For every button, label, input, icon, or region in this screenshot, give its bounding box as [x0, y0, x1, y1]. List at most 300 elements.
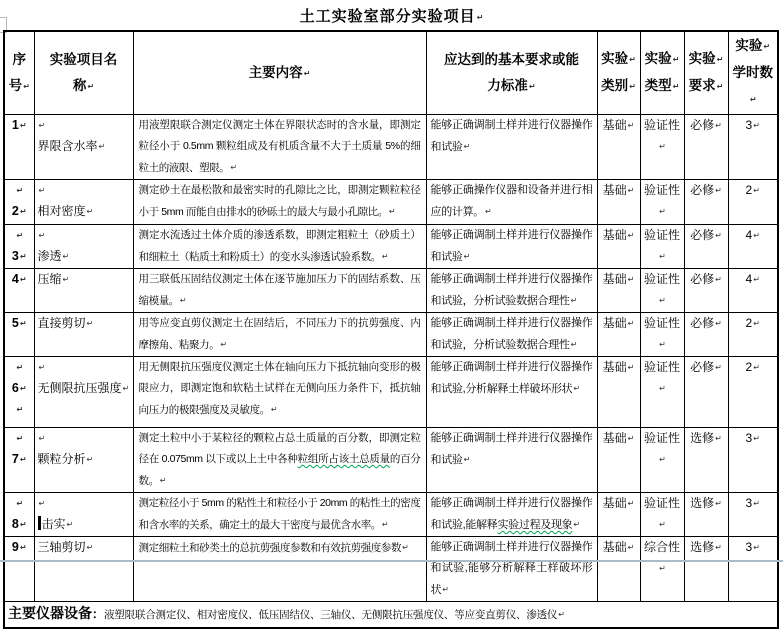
table-row [4, 357, 778, 428]
header-cell-name[interactable] [34, 31, 133, 115]
cell-type[interactable] [640, 537, 684, 602]
text-line [428, 73, 596, 100]
paragraph-mark-icon: ↵ [715, 543, 722, 552]
text-span: 基础 [602, 183, 627, 197]
paragraph-mark-icon: ↵ [19, 455, 27, 464]
cell-category[interactable] [597, 493, 640, 537]
text-span: 9 [11, 540, 19, 554]
text-line [6, 246, 33, 267]
paragraph-mark-icon: ↵ [19, 121, 27, 130]
text-span: 4 [11, 272, 19, 286]
text-span: 主要内容 [248, 64, 303, 80]
text-line [686, 46, 727, 73]
header-cell-requirement[interactable] [426, 31, 597, 115]
paragraph-mark-icon: ↵ [715, 434, 722, 443]
paragraph-mark-icon: ↵ [62, 275, 70, 284]
paragraph-mark-icon: ↵ [38, 434, 46, 443]
text-span: 能够正确调制土样并进行仪器操作和试验 [430, 119, 593, 153]
text-span: 验证性 [643, 118, 680, 132]
text-line [730, 60, 777, 113]
text-line [36, 73, 132, 100]
text-span: 压缩 [37, 272, 62, 286]
text-line [599, 73, 639, 100]
text-span: 验证性 [643, 496, 680, 510]
table-row [4, 493, 778, 537]
paragraph-mark-icon: ↵ [659, 142, 666, 151]
text-line [38, 493, 130, 514]
cell-required[interactable] [684, 269, 728, 313]
text-span: 基础 [602, 316, 627, 330]
text-span: 用三联低压固结仪测定土体在逐节施加压力下的固结系数、压缩模量。 [138, 273, 421, 307]
text-span: 必修 [690, 118, 715, 132]
text-span: 序 [12, 51, 26, 67]
text-line [38, 537, 130, 558]
text-span: 击实 [41, 517, 66, 531]
paragraph-mark-icon: ↵ [38, 186, 46, 195]
cell-type[interactable] [640, 115, 684, 180]
paragraph-mark-icon: ↵ [629, 55, 636, 64]
paragraph-mark-icon: ↵ [86, 543, 94, 552]
text-span: 测定水流透过土体介质的渗透系数，即测定粗粒土（砂质土）和细粒土（粘质土和粉质土）的变水头渗透试验系数。 [138, 229, 421, 263]
text-line [6, 378, 33, 399]
cell-name[interactable] [34, 180, 133, 225]
cell-hours[interactable] [728, 537, 778, 602]
cell-category[interactable] [597, 313, 640, 357]
paragraph-mark-icon: ↵ [16, 499, 24, 508]
experiment-table [3, 30, 779, 629]
text-span: 应达到的基本要求或能 [444, 51, 579, 67]
paragraph-mark-icon: ↵ [442, 585, 449, 594]
paragraph-mark-icon: ↵ [715, 275, 722, 284]
text-span: 必修 [690, 228, 715, 242]
paragraph-mark-icon: ↵ [38, 363, 46, 372]
text-line [6, 269, 33, 290]
text-span: 8 [11, 517, 19, 531]
cell-type[interactable] [640, 428, 684, 493]
text-span: 能够正确调制土样并进行仪器操作和试验,能解释 [430, 497, 593, 531]
text-span: 能够正确操作仪器和设备并进行相应的计算。 [430, 184, 593, 218]
paragraph-mark-icon: ↵ [753, 434, 760, 443]
paragraph-mark-icon: ↵ [87, 81, 95, 91]
text-span: 2 [745, 183, 753, 197]
paragraph-mark-icon: ↵ [230, 163, 238, 172]
cell-hours[interactable] [728, 180, 778, 225]
cell-required[interactable] [684, 537, 728, 602]
text-span: 类型 [644, 78, 672, 93]
cell-requirement[interactable] [426, 493, 597, 537]
cell-category[interactable] [597, 180, 640, 225]
paragraph-mark-icon: ↵ [558, 610, 565, 619]
cell-requirement[interactable] [426, 313, 597, 357]
text-line [428, 47, 596, 73]
text-span: 验证性 [643, 360, 680, 374]
cell-required[interactable] [684, 357, 728, 428]
cell-content[interactable] [133, 115, 426, 180]
text-line [38, 115, 130, 136]
paragraph-mark-icon: ↵ [19, 319, 27, 328]
paragraph-mark-icon: ↵ [659, 207, 666, 216]
text-line [6, 313, 33, 334]
text-span: 验证性 [643, 183, 680, 197]
text-line [6, 428, 33, 449]
text-line [642, 73, 683, 100]
table-row [4, 313, 778, 357]
text-line [6, 357, 33, 378]
paragraph-mark-icon: ↵ [388, 207, 396, 216]
text-span: 验证性 [643, 431, 680, 445]
cell-category[interactable] [597, 537, 640, 602]
cell-category[interactable] [597, 225, 640, 269]
text-span: 能够正确调制土样并进行仪器操作和试验,能够分析解释土样破坏形状 [430, 541, 593, 596]
cell-requirement[interactable] [426, 537, 597, 602]
paragraph-mark-icon: ↵ [16, 186, 24, 195]
cell-num[interactable] [4, 357, 34, 428]
paragraph-mark-icon: ↵ [38, 231, 46, 240]
text-span: 用无侧限抗压强度仪测定土体在轴向压力下抵抗轴向变形的极限应力，即测定饱和软粘土试样在无侧向压力条件下，抵抗轴向压力的极限强度及灵敏度。 [138, 361, 421, 416]
cell-required[interactable] [684, 313, 728, 357]
cell-content[interactable] [133, 225, 426, 269]
cell-hours[interactable] [728, 493, 778, 537]
paragraph-mark-icon: ↵ [627, 363, 635, 372]
paragraph-mark-icon: ↵ [627, 434, 635, 443]
paragraph-mark-icon: ↵ [627, 121, 635, 130]
paragraph-mark-icon: ↵ [220, 340, 228, 349]
paragraph-mark-icon: ↵ [86, 319, 94, 328]
cell-name[interactable] [34, 428, 133, 493]
cell-type[interactable] [640, 180, 684, 225]
paragraph-mark-icon: ↵ [659, 340, 666, 349]
paragraph-mark-icon: ↵ [159, 476, 167, 485]
header-cell-num[interactable] [4, 31, 34, 115]
cell-name[interactable] [34, 115, 133, 180]
cell-num[interactable] [4, 180, 34, 225]
table-row [4, 115, 778, 180]
paragraph-mark-icon: ↵ [715, 121, 722, 130]
text-span: 3 [745, 431, 753, 445]
paragraph-mark-icon: ↵ [763, 42, 771, 51]
text-span: 4 [745, 272, 753, 286]
paragraph-mark-icon: ↵ [716, 82, 724, 91]
paragraph-mark-icon: ↵ [485, 207, 492, 216]
cell-content[interactable] [133, 269, 426, 313]
cell-category[interactable] [597, 115, 640, 180]
cell-requirement[interactable] [426, 180, 597, 225]
paragraph-mark-icon: ↵ [659, 520, 666, 529]
paragraph-mark-icon: ↵ [16, 363, 24, 372]
text-line [6, 73, 33, 100]
equipment-label: 主要仪器设备 [8, 605, 92, 621]
cell-requirement[interactable] [426, 225, 597, 269]
cell-num[interactable] [4, 225, 34, 269]
paragraph-mark-icon: ↵ [627, 231, 635, 240]
cell-name[interactable] [34, 493, 133, 537]
text-cursor [38, 516, 41, 530]
page-bottom-rule [0, 560, 783, 562]
cell-required[interactable] [684, 493, 728, 537]
cell-type[interactable] [640, 357, 684, 428]
paragraph-mark-icon: ↵ [86, 455, 94, 464]
paragraph-mark-icon: ↵ [753, 275, 760, 284]
header-cell-content[interactable] [133, 31, 426, 115]
cell-category[interactable] [597, 357, 640, 428]
cell-type[interactable] [640, 269, 684, 313]
text-span: 选修 [690, 496, 715, 510]
cell-requirement[interactable] [426, 269, 597, 313]
text-line [6, 201, 33, 222]
paragraph-mark-icon: ↵ [98, 142, 106, 151]
text-line [38, 180, 130, 201]
paragraph-mark-icon: ↵ [659, 252, 666, 261]
paragraph-mark-icon: ↵ [659, 455, 666, 464]
cell-type[interactable] [640, 225, 684, 269]
text-span: 渗透 [37, 249, 62, 263]
cell-required[interactable] [684, 428, 728, 493]
text-span: 基础 [602, 540, 627, 554]
text-line [6, 47, 33, 73]
paragraph-mark-icon: ↵ [16, 231, 24, 240]
text-line [642, 46, 683, 73]
cell-num[interactable] [4, 115, 34, 180]
paragraph-mark-icon: ↵ [62, 252, 70, 261]
text-line [6, 493, 33, 514]
text-line [38, 449, 130, 470]
cell-hours[interactable] [728, 269, 778, 313]
header-cell-required[interactable] [684, 31, 728, 115]
cell-num[interactable] [4, 428, 34, 493]
cell-num[interactable] [4, 493, 34, 537]
table-header-row [4, 31, 778, 115]
cell-requirement[interactable] [426, 357, 597, 428]
text-span: 3 [745, 496, 753, 510]
paragraph-mark-icon: ↵ [715, 363, 722, 372]
text-line [6, 514, 33, 535]
paragraph-mark-icon: ↵ [19, 384, 27, 393]
paragraph-mark-icon: ↵ [753, 543, 760, 552]
text-span: 基础 [602, 431, 627, 445]
paragraph-mark-icon: ↵ [16, 405, 24, 414]
paragraph-mark-icon: ↵ [627, 186, 635, 195]
paragraph-mark-icon: ↵ [672, 82, 680, 91]
header-cell-hours[interactable] [728, 31, 778, 115]
text-line [6, 225, 33, 246]
paragraph-mark-icon: ↵ [659, 564, 666, 573]
text-span: 3 [11, 249, 19, 263]
text-span: 类别 [601, 78, 629, 93]
paragraph-mark-icon: ↵ [19, 543, 27, 552]
text-span: 2 [745, 360, 753, 374]
paragraph-mark-icon: ↵ [19, 252, 27, 261]
text-span: 3 [745, 118, 753, 132]
paragraph-mark-icon: ↵ [402, 543, 409, 552]
text-span: 测定土粒中小于某粒径的颗粒占总土质量的百分数，即测定粒径在 0.075mm 以下或以上土中各种 [138, 432, 421, 465]
cell-hours[interactable] [728, 115, 778, 180]
paragraph-mark-icon: ↵ [715, 231, 722, 240]
text-span: 6 [11, 381, 19, 395]
cell-name[interactable] [34, 357, 133, 428]
text-span: 必修 [690, 272, 715, 286]
text-span: 综合性 [643, 540, 680, 554]
cell-content[interactable] [133, 493, 426, 537]
text-span: 三轴剪切 [37, 540, 86, 554]
header-cell-type[interactable] [640, 31, 684, 115]
header-cell-category[interactable] [597, 31, 640, 115]
text-line [6, 180, 33, 201]
text-line [38, 313, 130, 334]
cell-content[interactable] [133, 357, 426, 428]
text-span: 7 [11, 452, 19, 466]
table-row [4, 180, 778, 225]
text-line [38, 428, 130, 449]
cell-hours[interactable] [728, 225, 778, 269]
text-span: 号 [8, 77, 23, 93]
text-span: 能够正确调制土样并进行仪器操作和试验 [430, 432, 593, 466]
text-span: 界限含水率 [37, 139, 98, 153]
text-line [38, 225, 130, 246]
equipment-list: 液塑限联合测定仪、相对密度仪、低压固结仪、三轴仪、无侧限抗压强度仪、等应变直剪仪、渗透仪 [104, 609, 558, 621]
text-span: 2 [11, 204, 19, 218]
text-span: 验证性 [643, 272, 680, 286]
cell-type[interactable] [640, 493, 684, 537]
paragraph-mark-icon: ↵ [627, 499, 635, 508]
equipment-cell[interactable] [4, 602, 778, 629]
cell-hours[interactable] [728, 357, 778, 428]
table-row [4, 537, 778, 602]
text-span: 力标准 [487, 77, 528, 93]
text-span: 实验 [644, 51, 672, 66]
paragraph-mark-icon: ↵ [753, 121, 760, 130]
text-span: 验证性 [643, 316, 680, 330]
paragraph-mark-icon: ↵ [86, 207, 94, 216]
paragraph-mark-icon: ↵ [629, 82, 636, 91]
text-line [38, 514, 130, 535]
cell-num[interactable] [4, 269, 34, 313]
paragraph-mark-icon: ↵ [659, 384, 666, 393]
cell-hours[interactable] [728, 313, 778, 357]
text-span: 能够正确调制土样并进行仪器操作和试验 [430, 229, 593, 263]
text-span: 称 [72, 77, 87, 93]
text-span: 2 [745, 316, 753, 330]
page-title[interactable] [0, 5, 783, 26]
paragraph-mark-icon: ↵ [753, 319, 760, 328]
cell-num[interactable] [4, 313, 34, 357]
paragraph-mark-icon: ↵ [179, 296, 187, 305]
spellcheck-wavy-text: 实验过程及现象 [497, 519, 573, 531]
cell-num[interactable] [4, 537, 34, 602]
text-span: 用等应变直剪仪测定土在固结后，不同压力下的抗剪强度、内摩擦角、粘聚力。 [138, 317, 421, 351]
table-row [4, 225, 778, 269]
paragraph-mark-icon: ↵ [627, 319, 635, 328]
cell-required[interactable] [684, 115, 728, 180]
cell-name[interactable] [34, 269, 133, 313]
table-row [4, 428, 778, 493]
text-line [599, 46, 639, 73]
cell-category[interactable] [597, 428, 640, 493]
text-span: 基础 [602, 496, 627, 510]
text-span: 实验 [735, 38, 763, 53]
paragraph-mark-icon: ↵ [463, 252, 471, 261]
paragraph-mark-icon: ↵ [19, 275, 27, 284]
paragraph-mark-icon: ↵ [66, 520, 74, 529]
text-span: 能够正确调制土样并进行仪器操作和试验，分析试验数据合理性 [430, 317, 593, 351]
paragraph-mark-icon: ↵ [381, 252, 389, 261]
text-span: 学时数 [732, 65, 773, 80]
equipment-colon: ： [92, 607, 105, 621]
text-span: 的百分数。 [138, 453, 421, 487]
paragraph-mark-icon: ↵ [16, 434, 24, 443]
text-span: 实验 [601, 51, 629, 66]
cell-content[interactable] [133, 428, 426, 493]
text-line [38, 357, 130, 378]
paragraph-mark-icon: ↵ [749, 95, 757, 104]
text-line [38, 136, 130, 157]
text-span: 相对密度 [37, 204, 86, 218]
spellcheck-wavy-text: 粒组所占该土总质量 [297, 453, 390, 465]
text-span: 1 [11, 118, 19, 132]
text-line [38, 201, 130, 222]
text-span: 选修 [690, 540, 715, 554]
paragraph-mark-icon: ↵ [716, 55, 724, 64]
cell-category[interactable] [597, 269, 640, 313]
paragraph-mark-icon: ↵ [463, 142, 471, 151]
text-line [6, 115, 33, 136]
text-line [6, 449, 33, 470]
text-span: 实验 [688, 51, 716, 66]
table-footer-row [4, 602, 778, 629]
cell-name[interactable] [34, 313, 133, 357]
text-line [686, 73, 727, 100]
paragraph-mark-icon: ↵ [753, 231, 760, 240]
cell-content[interactable] [133, 313, 426, 357]
paragraph-mark-icon: ↵ [476, 13, 484, 22]
text-span: 基础 [602, 272, 627, 286]
cell-type[interactable] [640, 313, 684, 357]
paragraph-mark-icon: ↵ [753, 363, 760, 372]
paragraph-mark-icon: ↵ [627, 543, 635, 552]
cell-required[interactable] [684, 225, 728, 269]
cell-required[interactable] [684, 180, 728, 225]
cell-requirement[interactable] [426, 115, 597, 180]
cell-name[interactable] [34, 225, 133, 269]
text-line [135, 60, 425, 87]
cell-content[interactable] [133, 537, 426, 602]
paragraph-mark-icon: ↵ [270, 405, 278, 414]
text-span: 测定粒径小于 5mm 的粘性土和粒径小于 20mm 的粘性土的密度和含水率的关系，确定土的最大干密度与最优含水率。 [138, 497, 421, 531]
page-title-text: 土工实验室部分实验项目 [299, 8, 476, 25]
text-span: 测定砂土在最松散和最密实时的孔隙比之比，即测定颗粒粒径小于 5mm 而能自由排水的砂砾土的最大与最小孔隙比。 [138, 184, 421, 218]
cell-requirement[interactable] [426, 428, 597, 493]
table-row [4, 269, 778, 313]
paragraph-mark-icon: ↵ [38, 121, 46, 130]
paragraph-mark-icon: ↵ [19, 207, 27, 216]
paragraph-mark-icon: ↵ [19, 520, 27, 529]
paragraph-mark-icon: ↵ [715, 499, 722, 508]
text-line [38, 269, 130, 290]
paragraph-mark-icon: ↵ [672, 55, 680, 64]
cell-content[interactable] [133, 180, 426, 225]
text-span: 基础 [602, 118, 627, 132]
cell-hours[interactable] [728, 428, 778, 493]
text-span: 验证性 [643, 228, 680, 242]
paragraph-mark-icon: ↵ [38, 499, 46, 508]
cell-name[interactable] [34, 537, 133, 602]
text-line [38, 246, 130, 267]
paragraph-mark-icon: ↵ [463, 455, 471, 464]
paragraph-mark-icon: ↵ [570, 340, 578, 349]
text-span: 能够正确调制土样并进行仪器操作和试验,分析解释土样破坏形状 [430, 361, 593, 395]
paragraph-mark-icon: ↵ [573, 384, 581, 393]
paragraph-mark-icon: ↵ [570, 296, 578, 305]
text-span: 选修 [690, 431, 715, 445]
